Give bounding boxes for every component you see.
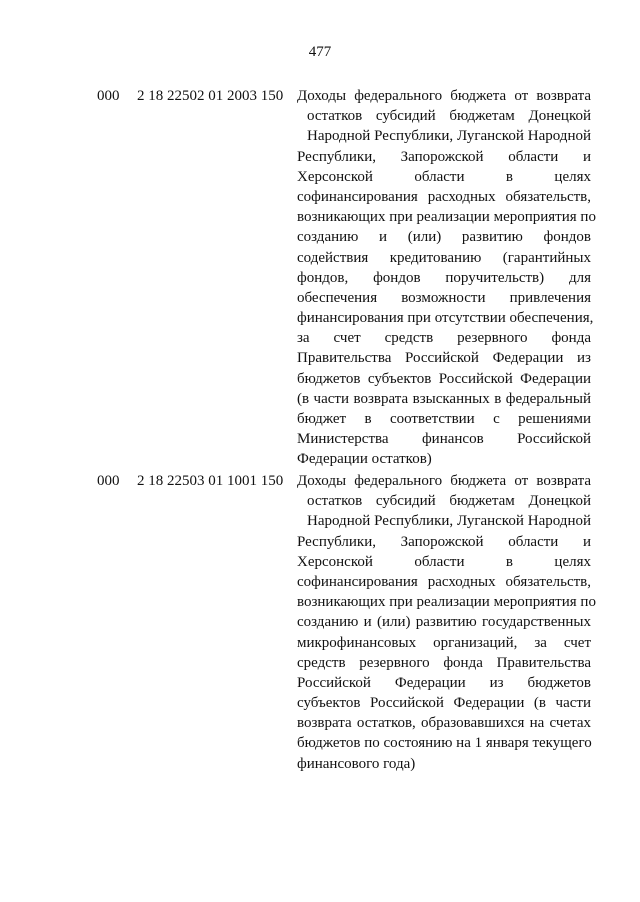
admin-code: 000 [97,473,120,489]
description-line: финансирования при отсутствии обеспечения, [297,310,594,327]
description-line: возникающих при реализации мероприятия по [297,594,596,611]
description-line: Доходы федерального бюджета от возврата [297,88,591,104]
description-line: остатков субсидий бюджетам Донецкой [307,493,591,510]
budget-classification-code: 2 18 22502 01 2003 150 [137,88,284,104]
description-line: созданию и (или) развитию государственных [297,614,591,631]
entry-description [297,471,596,774]
description-line: возникающих при реализации мероприятия по [297,209,596,226]
description-line: содействия кредитованию (гарантийных [297,249,591,266]
description-line: бюджетов по состоянию на 1 января текущего [297,735,592,752]
page-number: 477 [308,44,332,60]
budget-classification-code: 2 18 22503 01 1001 150 [137,473,284,489]
description-line: софинансирования расходных обязательств, [297,188,591,205]
description-line: Республики, Запорожской области и [297,148,591,165]
description-line: средств резервного фонда Правительства [297,654,591,671]
description-line: фондов, фондов поручительств) для [297,269,591,286]
description-line: Правительства Российской Федерации из [297,350,591,367]
description-line: обеспечения возможности привлечения [297,289,591,306]
description-line: бюджетов субъектов Российской Федерации [297,370,591,387]
description-line: Российской Федерации из бюджетов [297,674,591,691]
description-line: микрофинансовых организаций, за счет [297,634,591,651]
description-line: Херсонской области в целях [297,168,591,185]
description-line: Народной Республики, Луганской Народной [307,513,591,530]
description-line: за счет средств резервного фонда [297,330,591,347]
description-line: Федерации остатков) [297,451,432,468]
description-line: бюджет в соответствии с решениями [297,411,591,427]
description-line: возврата остатков, образовавшихся на счетах [297,715,591,732]
description-line: Народной Республики, Луганской Народной [307,128,591,145]
description-line: софинансирования расходных обязательств, [297,573,591,590]
description-line: субъектов Российской Федерации (в части [297,695,591,712]
entry-description [297,86,596,470]
description-line: Херсонской области в целях [297,553,591,570]
description-line: финансового года) [297,755,416,772]
admin-code: 000 [97,88,120,104]
description-line: Министерства финансов Российской [297,431,591,448]
description-line: (в части возврата взысканных в федеральный [297,390,591,407]
description-line: Республики, Запорожской области и [297,533,591,550]
description-line: Доходы федерального бюджета от возврата [297,473,591,489]
description-line: остатков субсидий бюджетам Донецкой [307,108,591,125]
description-line: созданию и (или) развитию фондов [297,229,591,246]
